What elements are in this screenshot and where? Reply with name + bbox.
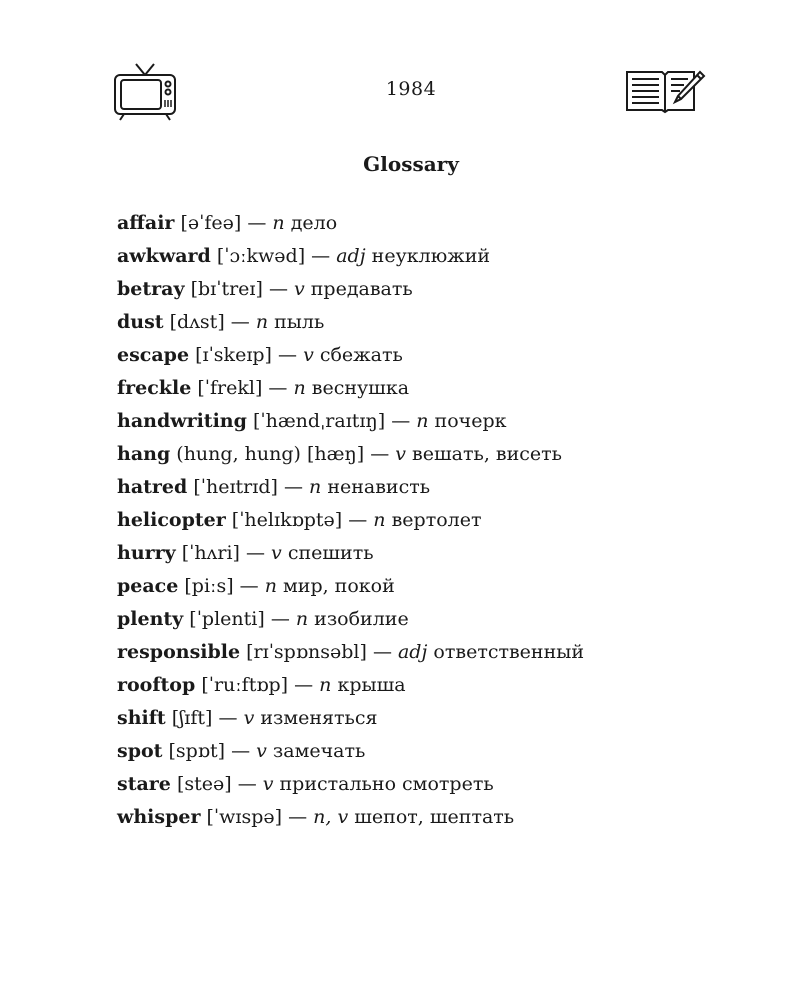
entry-dash: — xyxy=(268,377,288,399)
entry-dash: — xyxy=(294,674,314,696)
entry-part-of-speech: v xyxy=(293,278,305,300)
entry-translation: ненависть xyxy=(327,476,431,498)
entry-part-of-speech: v xyxy=(243,707,255,729)
entry-transcription: [ˈhelɪkɒptə] xyxy=(231,509,343,531)
entry-transcription: [ˈfrekl] xyxy=(197,377,263,399)
entry-transcription: [ˈheɪtrɪd] xyxy=(193,476,278,498)
glossary-entry xyxy=(117,472,757,505)
entry-translation: вертолет xyxy=(391,509,482,531)
entry-part-of-speech: n xyxy=(373,509,386,531)
entry-dash: — xyxy=(230,311,250,333)
entry-transcription: [hæŋ] xyxy=(306,443,365,465)
entry-part-of-speech: n xyxy=(319,674,332,696)
entry-transcription: [ˈɔːkwəd] xyxy=(216,245,306,267)
entry-translation: замечать xyxy=(272,740,366,762)
entry-dash: — xyxy=(278,344,298,366)
entry-translation: предавать xyxy=(310,278,413,300)
entry-translation: мир, покой xyxy=(283,575,395,597)
entry-part-of-speech: n xyxy=(264,575,277,597)
glossary-entry xyxy=(117,307,757,340)
entry-translation: неуклюжий xyxy=(371,245,491,267)
entry-word: escape xyxy=(117,344,190,366)
entry-part-of-speech: n xyxy=(255,311,269,333)
entry-transcription: [rɪˈspɒnsəbl] xyxy=(246,641,367,663)
entry-dash: — xyxy=(283,476,303,498)
entry-dash: — xyxy=(391,410,411,432)
entry-word: freckle xyxy=(117,377,192,399)
glossary-entry xyxy=(117,637,757,670)
entry-word: handwriting xyxy=(117,410,247,432)
glossary-entry xyxy=(117,373,757,406)
entry-dash: — xyxy=(372,641,392,663)
entry-transcription: [piːs] xyxy=(184,575,234,597)
glossary-entry xyxy=(117,604,757,637)
entry-transcription: [ˈhændˌraɪtɪŋ] xyxy=(252,410,386,432)
entry-part-of-speech: n xyxy=(416,410,429,432)
entry-word: peace xyxy=(117,575,179,597)
entry-transcription: [ˈwɪspə] xyxy=(206,806,283,828)
glossary-entry xyxy=(117,538,757,571)
entry-word: responsible xyxy=(117,641,241,663)
entry-part-of-speech: v xyxy=(262,773,274,795)
entry-transcription: [ˈruːftɒp] xyxy=(201,674,289,696)
entry-part-of-speech: n xyxy=(309,476,322,498)
entry-translation: сбежать xyxy=(319,344,403,366)
glossary-entry xyxy=(117,208,757,241)
entry-transcription: [ˈhʌri] xyxy=(181,542,240,564)
entry-translation: шепот, шептать xyxy=(354,806,515,828)
entry-transcription: [bɪˈtreɪ] xyxy=(190,278,263,300)
glossary-entry xyxy=(117,736,757,769)
glossary-entry xyxy=(117,340,757,373)
entry-translation: пристально смотреть xyxy=(279,773,494,795)
entry-dash: — xyxy=(268,278,288,300)
entry-dash: — xyxy=(237,773,257,795)
glossary-entry xyxy=(117,406,757,439)
entry-word: shift xyxy=(117,707,166,729)
book-pencil-icon xyxy=(624,66,706,114)
entry-part-of-speech: v xyxy=(271,542,282,564)
entry-dash: — xyxy=(370,443,390,465)
entry-translation: ответственный xyxy=(433,641,585,663)
entry-translation: почерк xyxy=(434,410,507,432)
entry-dash: — xyxy=(247,212,267,234)
entry-transcription: [spɒt] xyxy=(168,740,226,762)
entry-transcription: [steə] xyxy=(176,773,232,795)
glossary-entry xyxy=(117,802,757,835)
glossary-entry xyxy=(117,670,757,703)
glossary-entry xyxy=(117,274,757,307)
entry-translation: изобилие xyxy=(314,608,409,630)
entry-translation: крыша xyxy=(337,674,406,696)
entry-word: whisper xyxy=(117,806,201,828)
entry-transcription: [ʃɪft] xyxy=(171,707,213,729)
glossary-entry xyxy=(117,769,757,802)
entry-dash: — xyxy=(231,740,251,762)
glossary-entry xyxy=(117,505,757,538)
entry-part-of-speech: adj xyxy=(336,245,366,267)
entry-translation: вешать, висеть xyxy=(412,443,562,465)
glossary-entry xyxy=(117,241,757,274)
entry-part-of-speech: v xyxy=(395,443,406,465)
entry-part-of-speech: adj xyxy=(397,641,428,663)
entry-translation: спешить xyxy=(287,542,374,564)
entry-word: dust xyxy=(117,311,164,333)
entry-translation: пыль xyxy=(274,311,325,333)
glossary-entry xyxy=(117,439,757,472)
entry-transcription: [ɪˈskeɪp] xyxy=(195,344,272,366)
glossary-entry xyxy=(117,703,757,736)
entry-word: rooftop xyxy=(117,674,196,696)
entry-part-of-speech: n xyxy=(272,212,285,234)
entry-dash: — xyxy=(348,509,368,531)
entry-part-of-speech: n xyxy=(293,377,306,399)
entry-dash: — xyxy=(239,575,259,597)
entry-word: awkward xyxy=(117,245,211,267)
entry-translation: изменяться xyxy=(260,707,378,729)
entry-dash: — xyxy=(270,608,290,630)
entry-part-of-speech: n xyxy=(295,608,309,630)
entry-part-of-speech: v xyxy=(303,344,314,366)
entry-translation: дело xyxy=(290,212,338,234)
entry-word: hurry xyxy=(117,542,176,564)
entry-word: hatred xyxy=(117,476,188,498)
book-title: 1984 xyxy=(385,78,437,100)
entry-word: spot xyxy=(117,740,163,762)
entry-word: plenty xyxy=(117,608,184,630)
glossary-title: Glossary xyxy=(363,152,459,176)
entry-translation: веснушка xyxy=(311,377,410,399)
entry-word: helicopter xyxy=(117,509,226,531)
entry-word: stare xyxy=(117,773,171,795)
entry-dash: — xyxy=(311,245,331,267)
entry-word: betray xyxy=(117,278,185,300)
entry-transcription: [dʌst] xyxy=(169,311,225,333)
glossary-list xyxy=(117,208,757,835)
entry-word: hang xyxy=(117,443,171,465)
entry-dash: — xyxy=(218,707,238,729)
entry-transcription: [əˈfeə] xyxy=(180,212,242,234)
entry-dash: — xyxy=(245,542,265,564)
entry-part-of-speech: v xyxy=(256,740,267,762)
entry-word: affair xyxy=(117,212,175,234)
entry-forms: (hung, hung) xyxy=(176,443,301,465)
entry-transcription: [ˈplenti] xyxy=(189,608,265,630)
entry-part-of-speech: n, v xyxy=(313,806,349,828)
entry-dash: — xyxy=(288,806,308,828)
glossary-entry xyxy=(117,571,757,604)
